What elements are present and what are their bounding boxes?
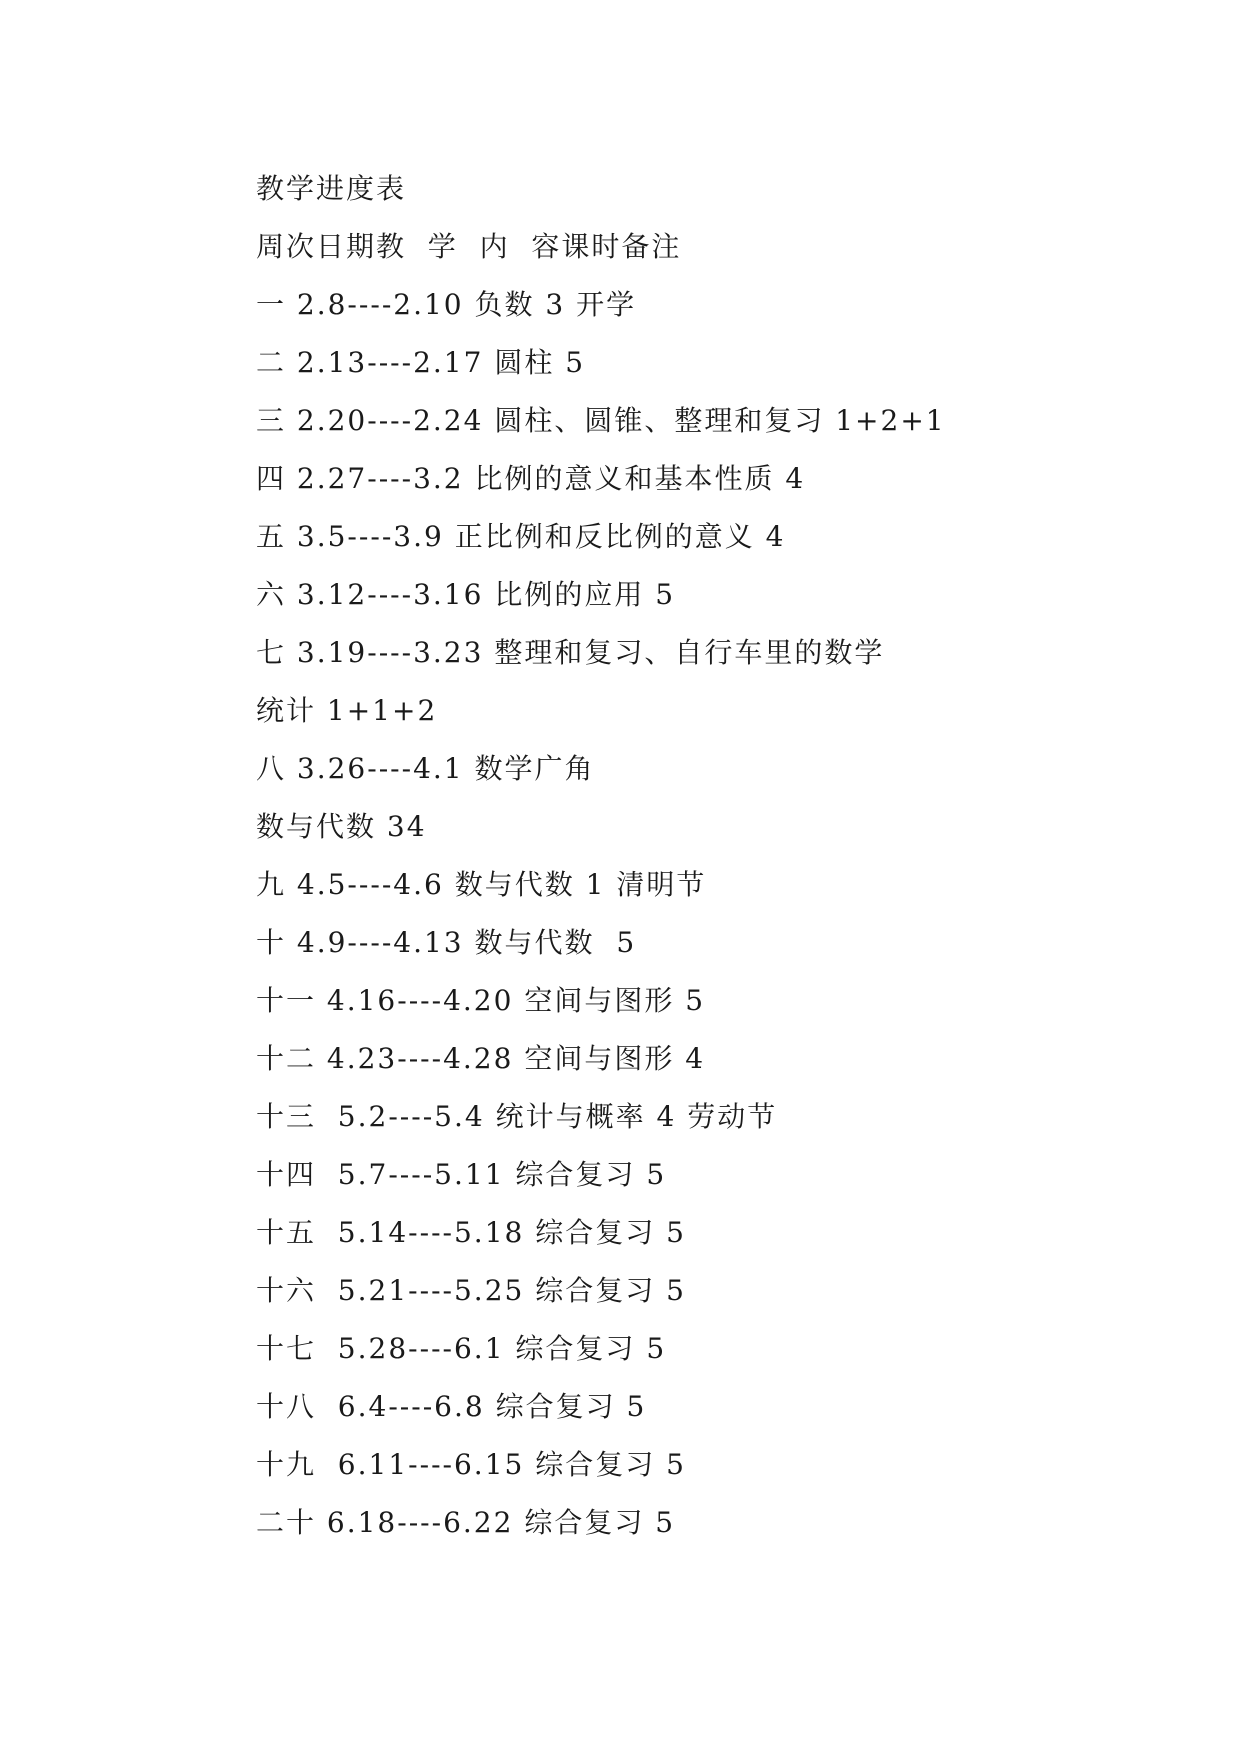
schedule-line: 十七 5.28----6.1 综合复习 5 bbox=[256, 1332, 667, 1365]
schedule-line: 十四 5.7----5.11 综合复习 5 bbox=[256, 1158, 667, 1191]
schedule-line: 二 2.13----2.17 圆柱 5 bbox=[256, 346, 586, 379]
schedule-line: 十二 4.23----4.28 空间与图形 4 bbox=[256, 1042, 706, 1075]
schedule-line: 十九 6.11----6.15 综合复习 5 bbox=[256, 1448, 686, 1481]
table-header: 周次日期教 学 内 容课时备注 bbox=[256, 230, 682, 263]
document-title: 教学进度表 bbox=[256, 172, 407, 205]
schedule-line: 十一 4.16----4.20 空间与图形 5 bbox=[256, 984, 706, 1017]
schedule-line: 二十 6.18----6.22 综合复习 5 bbox=[256, 1506, 676, 1539]
schedule-line: 三 2.20----2.24 圆柱、圆锥、整理和复习 1+2+1 bbox=[256, 404, 946, 437]
schedule-line: 八 3.26----4.1 数学广角 bbox=[256, 752, 595, 785]
schedule-line: 七 3.19----3.23 整理和复习、自行车里的数学 bbox=[256, 636, 885, 669]
schedule-line: 九 4.5----4.6 数与代数 1 清明节 bbox=[256, 868, 707, 901]
schedule-line: 十六 5.21----5.25 综合复习 5 bbox=[256, 1274, 686, 1307]
schedule-line: 统计 1+1+2 bbox=[256, 694, 438, 727]
schedule-list bbox=[256, 276, 1156, 1552]
schedule-line: 一 2.8----2.10 负数 3 开学 bbox=[256, 288, 637, 321]
schedule-line: 数与代数 34 bbox=[256, 810, 427, 843]
schedule-line: 四 2.27----3.2 比例的意义和基本性质 4 bbox=[256, 462, 806, 495]
schedule-line: 十五 5.14----5.18 综合复习 5 bbox=[256, 1216, 686, 1249]
schedule-line: 十三 5.2----5.4 统计与概率 4 劳动节 bbox=[256, 1100, 778, 1133]
schedule-line: 五 3.5----3.9 正比例和反比例的意义 4 bbox=[256, 520, 786, 553]
schedule-line: 十 4.9----4.13 数与代数 5 bbox=[256, 926, 637, 959]
schedule-line: 十八 6.4----6.8 综合复习 5 bbox=[256, 1390, 647, 1423]
schedule-line: 六 3.12----3.16 比例的应用 5 bbox=[256, 578, 676, 611]
document-body bbox=[256, 160, 1156, 1552]
